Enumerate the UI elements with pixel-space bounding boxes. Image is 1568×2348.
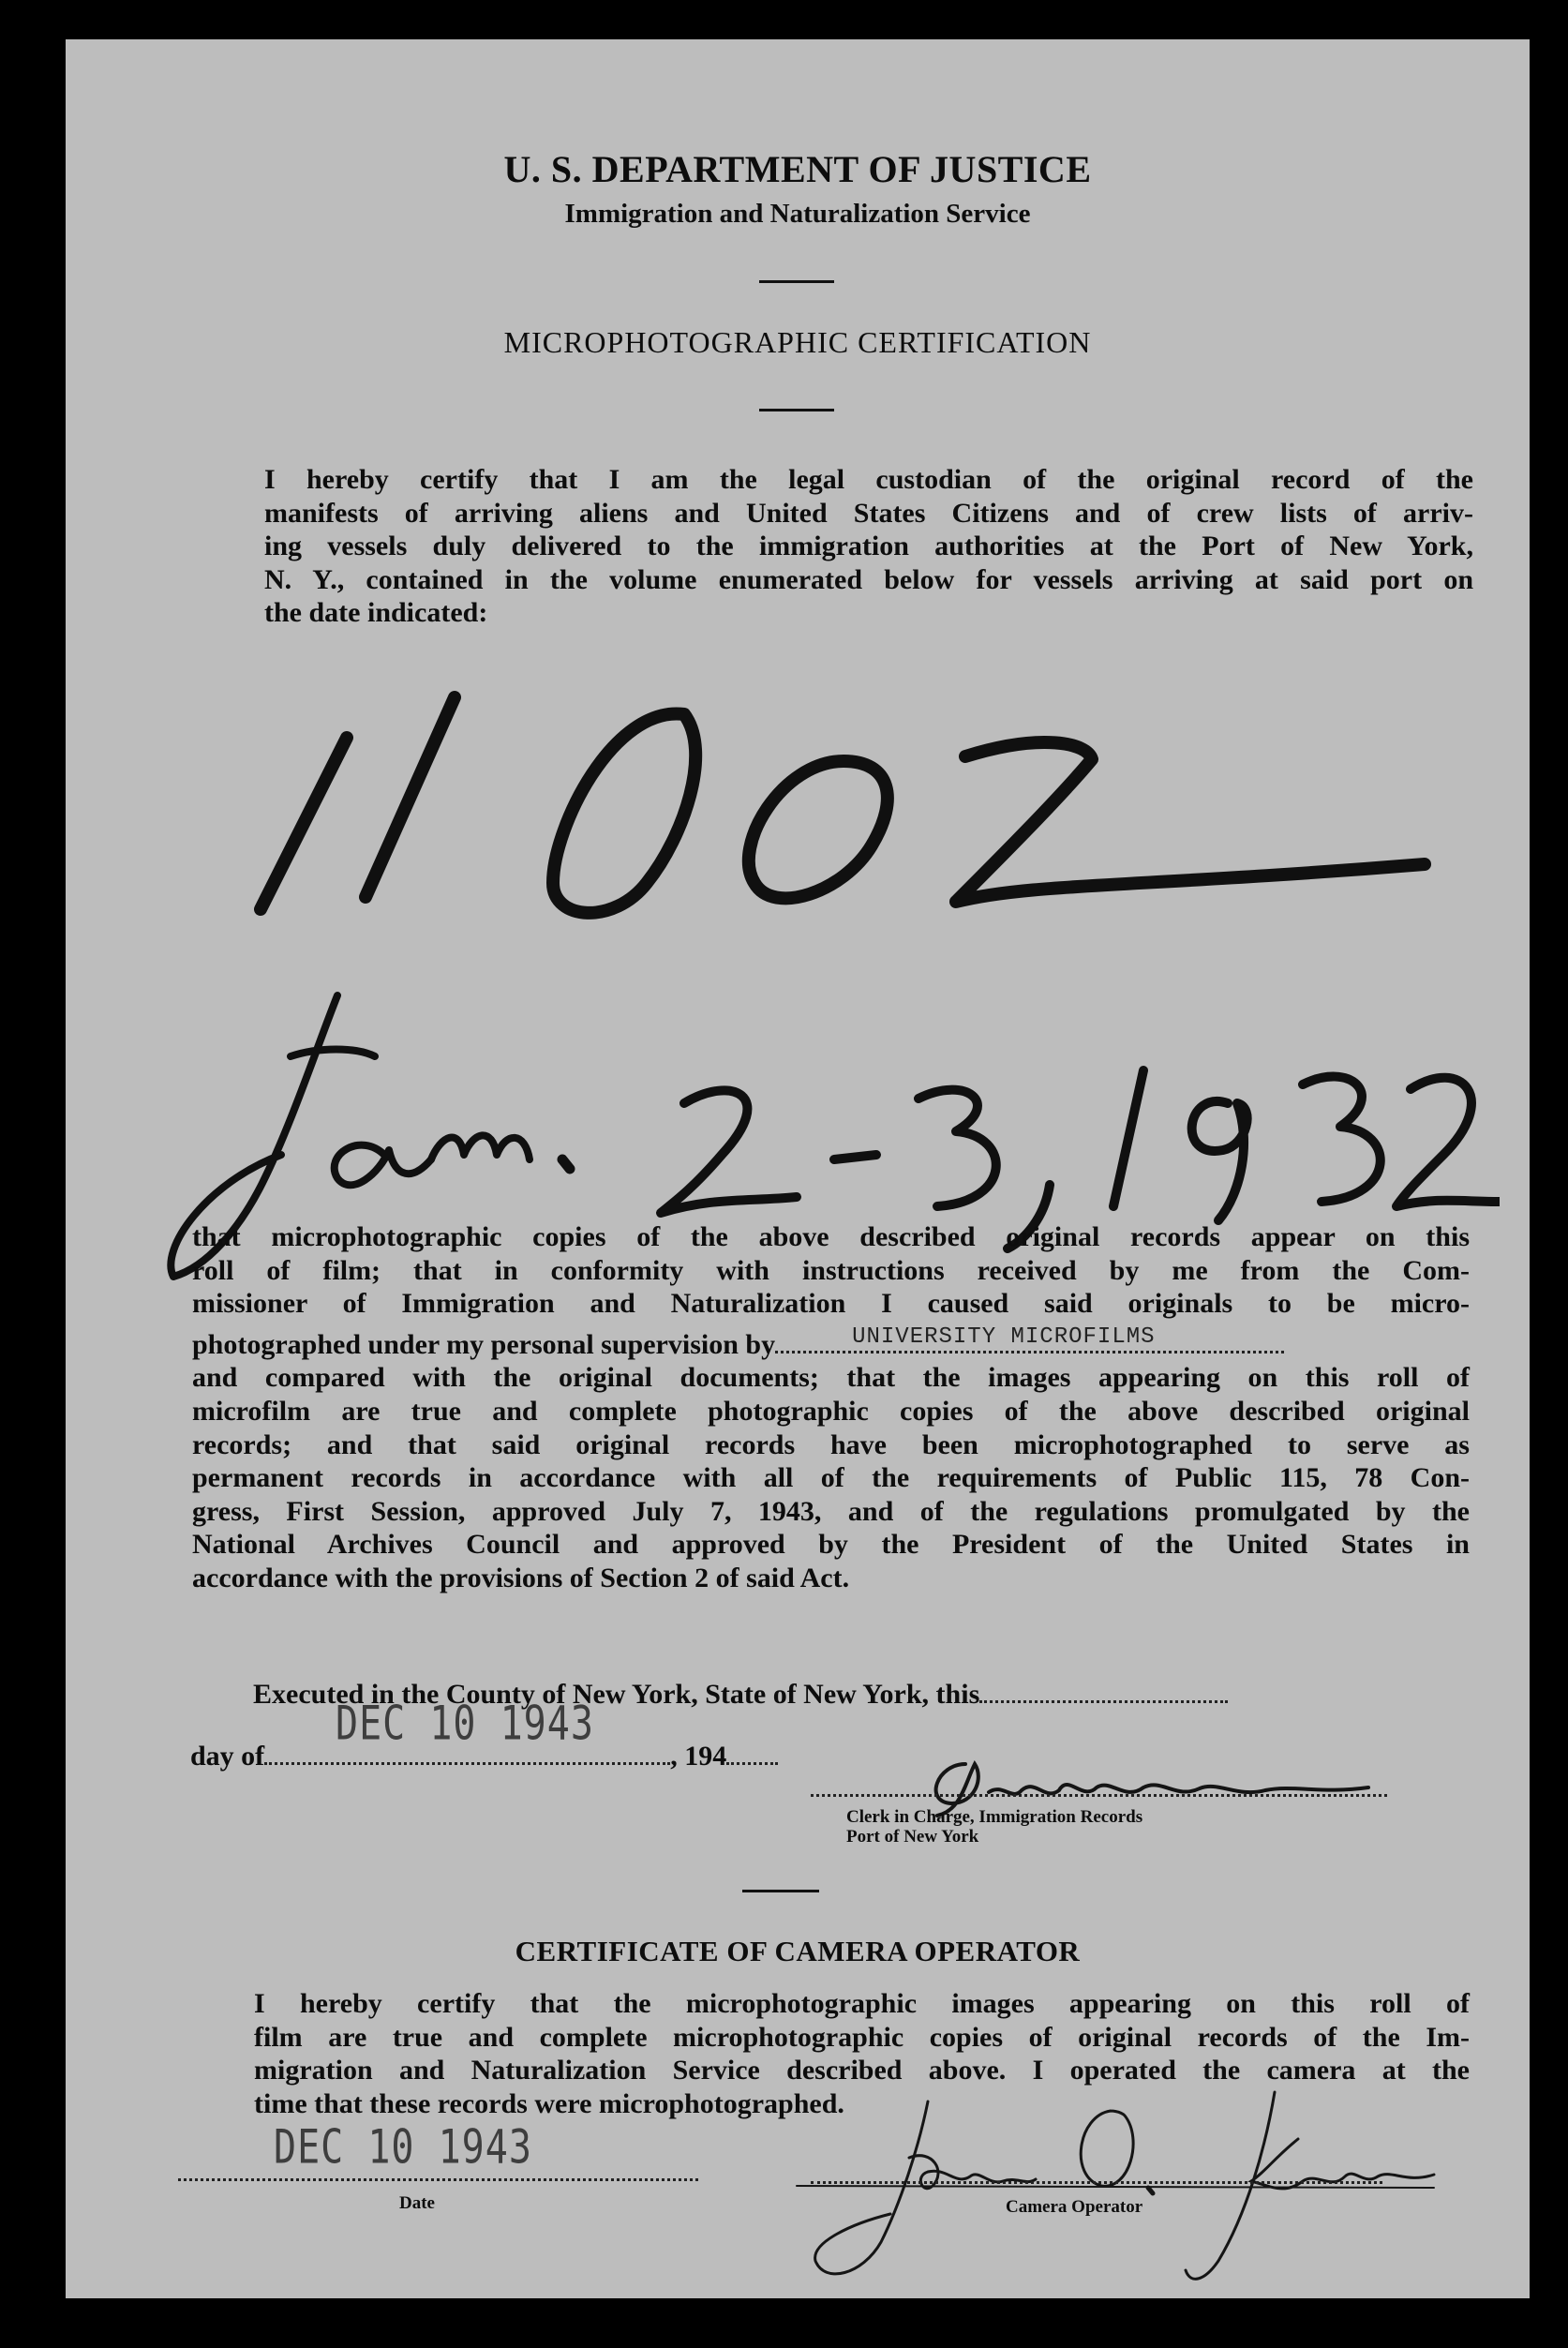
operator-label: Camera Operator — [1006, 2197, 1143, 2217]
supervisor-field — [775, 1326, 1284, 1353]
intro-line: manifests of arriving aliens and United States Citizens and of crew lists of arriv- — [264, 497, 1473, 529]
operator-line: I hereby certify that the microphotographic images appearing on this roll of — [254, 1988, 1470, 2019]
intro-line: N. Y., contained in the volume enumerated below for vessels arriving at said port on — [264, 563, 1473, 595]
body-line: missioner of Immigration and Naturalization I caused said originals to be micro- — [192, 1288, 1470, 1320]
body-line: National Archives Council and approved by the President of the United States in — [192, 1529, 1470, 1561]
page-title: MICROPHOTOGRAPHIC CERTIFICATION — [503, 325, 1092, 359]
day-of-field — [264, 1740, 670, 1765]
day-of-line — [190, 1740, 940, 1773]
supervision-prefix: photographed under my personal supervision by — [192, 1328, 776, 1360]
date-stamp: DEC 10 1943 — [336, 1697, 594, 1751]
year-prefix: , 194 — [670, 1741, 727, 1772]
divider — [742, 1890, 819, 1892]
clerk-title — [846, 1807, 1142, 1847]
clerk-title-line: Port of New York — [846, 1827, 979, 1847]
body-line: microfilm are true and complete photographic copies of the above described original — [192, 1395, 1470, 1427]
clerk-signature-line — [811, 1794, 1387, 1797]
divider — [759, 409, 834, 411]
handwritten-volume-number — [244, 649, 1490, 958]
body-line: roll of film; that in conformity with instructions received by me from the Com- — [192, 1254, 1470, 1286]
date-label: Date — [399, 2193, 435, 2213]
body-line: and compared with the original documents; that the images appearing on this roll of — [192, 1362, 1470, 1394]
service-subheading: Immigration and Naturalization Service — [564, 199, 1031, 229]
body-line: permanent records in accordance with all of the requirements of Public 115, 78 Con- — [192, 1462, 1470, 1494]
body-line: that microphotographic copies of the above described original records appear on this — [192, 1221, 1470, 1252]
certificate-page — [66, 39, 1530, 2298]
operator-signature-line — [811, 2181, 1382, 2184]
department-heading: U. S. DEPARTMENT OF JUSTICE — [503, 148, 1092, 190]
executed-text: Executed in the County of New York, State of New York, this — [253, 1679, 980, 1710]
clerk-title-line: Clerk in Charge, Immigration Records — [846, 1807, 1143, 1827]
executed-day-field — [979, 1678, 1228, 1703]
day-of-label: day of — [190, 1741, 265, 1772]
intro-line: I hereby certify that I am the legal custodian of the original record of the — [264, 464, 1473, 495]
intro-line: the date indicated: — [264, 597, 488, 629]
operator-line: migration and Naturalization Service described above. I operated the camera at the — [254, 2055, 1470, 2086]
supervisor-typed-name: UNIVERSITY MICROFILMS — [852, 1324, 1156, 1350]
camera-operator-signature — [778, 2083, 1453, 2289]
date-line — [178, 2178, 698, 2181]
body-line: accordance with the provisions of Section 2 of said Act. — [192, 1562, 850, 1593]
operator-line: film are true and complete microphotographic copies of original records of the Im- — [254, 2021, 1470, 2053]
divider — [759, 280, 834, 283]
body-line: records; and that said original records have been microphotographed to serve as — [192, 1428, 1470, 1460]
certification-body — [192, 1220, 1470, 1595]
intro-paragraph — [202, 463, 1473, 630]
supervision-line — [192, 1326, 1470, 1362]
intro-line: ing vessels duly delivered to the immigration authorities at the Port of New York, — [264, 531, 1473, 562]
camera-operator-title: CERTIFICATE OF CAMERA OPERATOR — [515, 1935, 1081, 1967]
body-line: gress, First Session, approved July 7, 1943, and of the regulations promulgated by the — [192, 1495, 1470, 1527]
operator-date-stamp: DEC 10 1943 — [274, 2120, 532, 2175]
operator-line: time that these records were microphotographed. — [254, 2087, 844, 2119]
year-field — [726, 1740, 778, 1765]
